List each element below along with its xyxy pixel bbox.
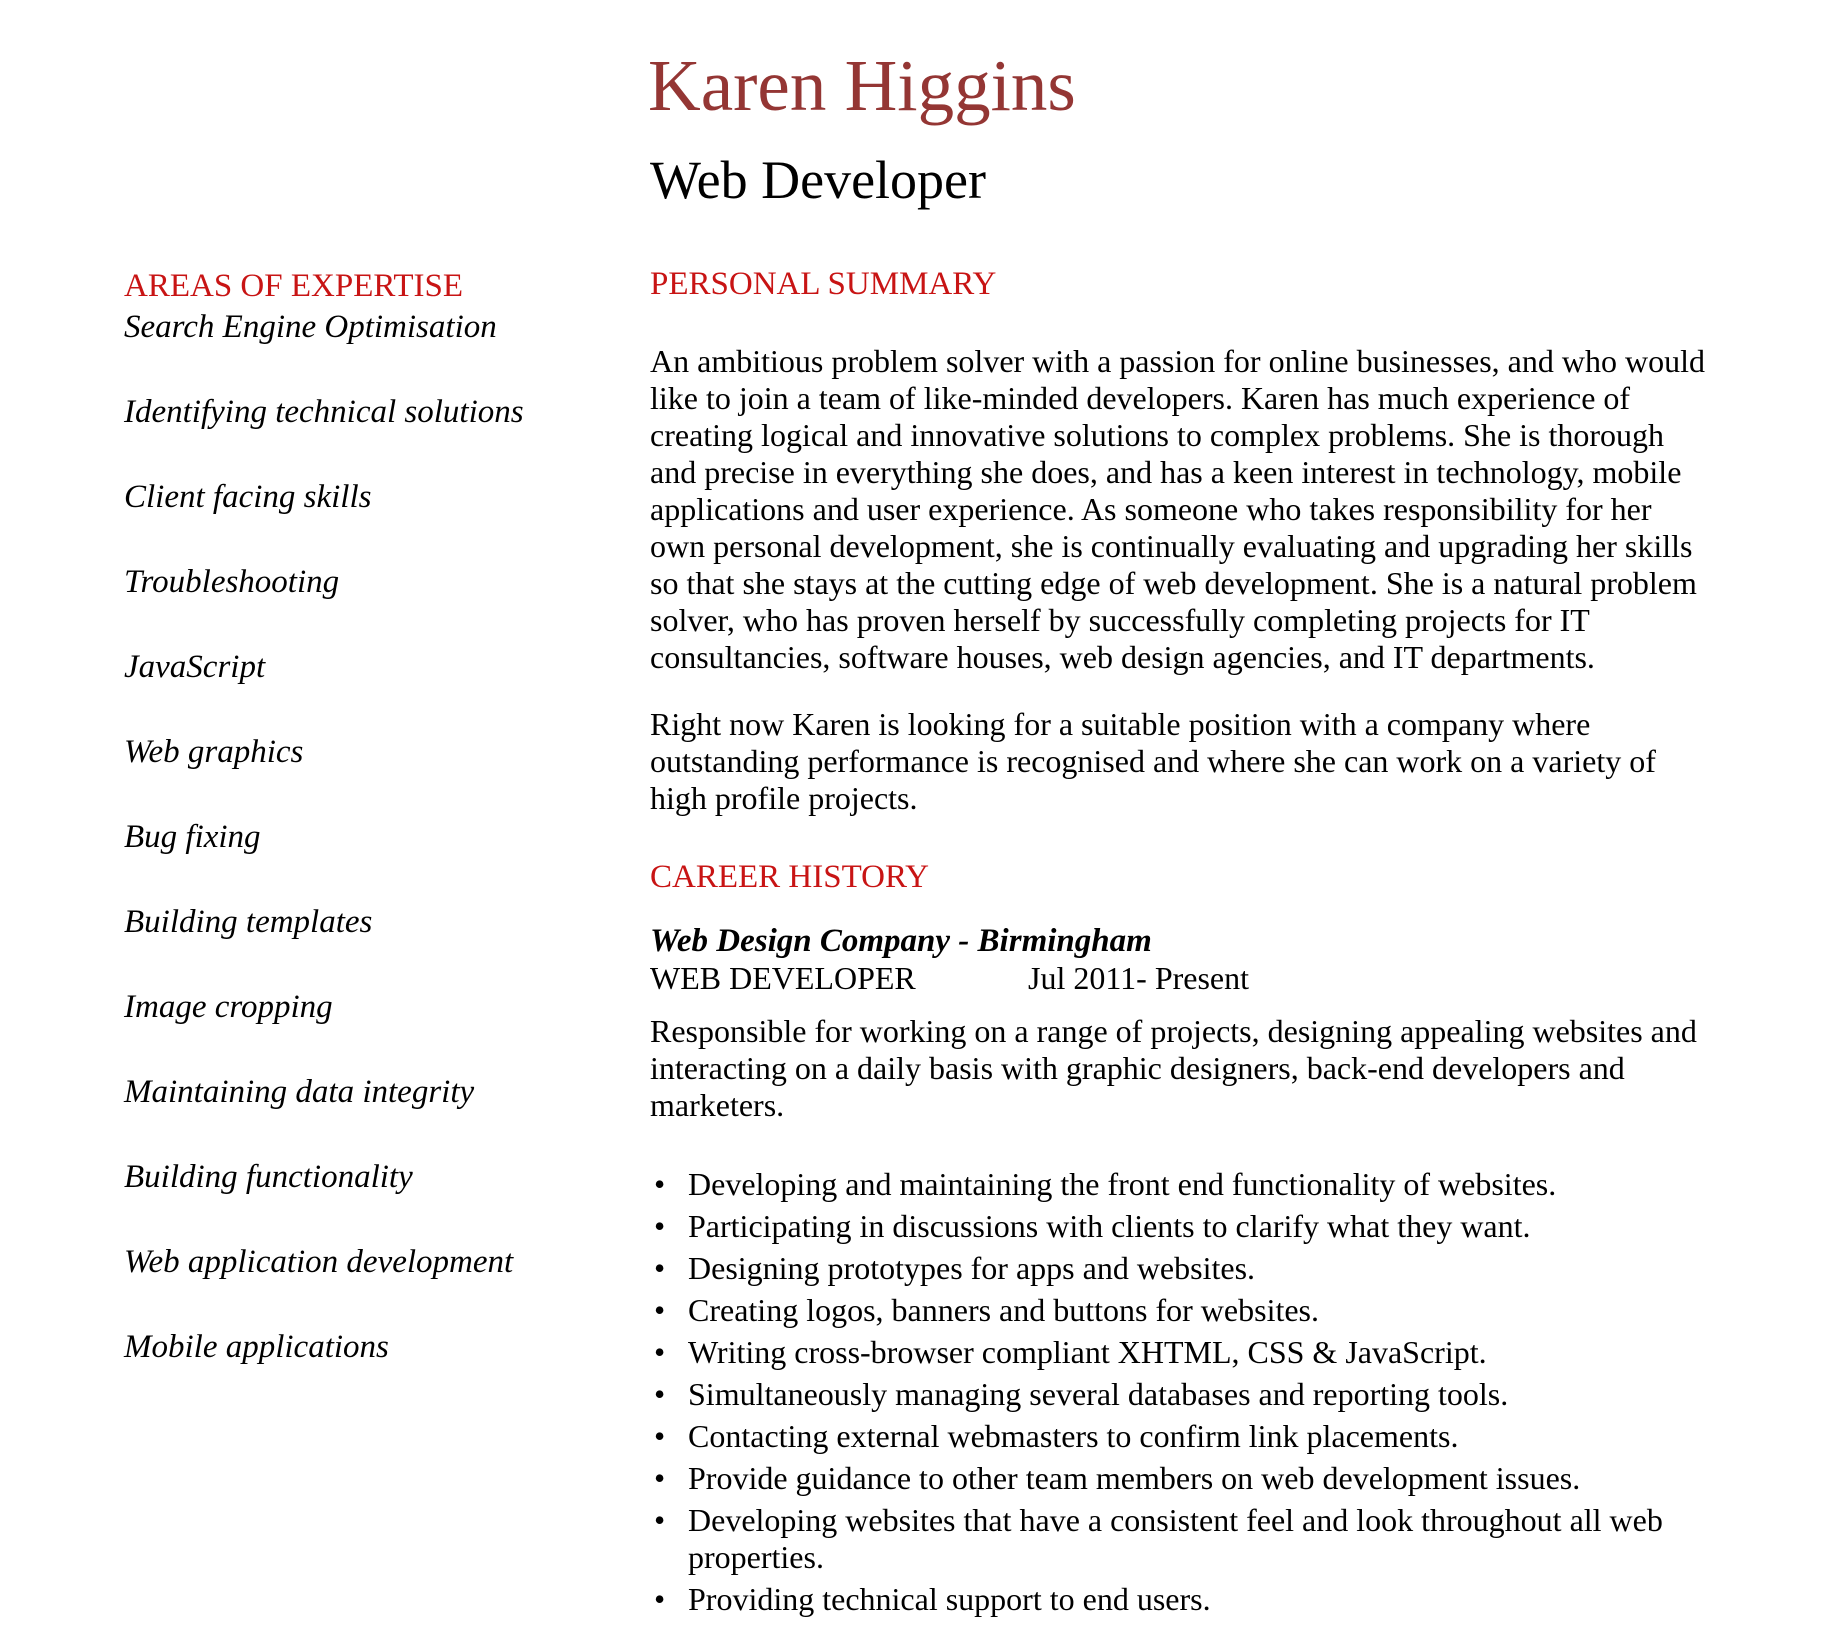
job-summary: Responsible for working on a range of projects, designing appealing websites and interacting on a daily basis with graphic designers, back-end developers and marketers. xyxy=(650,1013,1697,1123)
duty-item: • Participating in discussions with clients to clarify what they want. xyxy=(650,1208,1712,1245)
skill-item: Image cropping xyxy=(124,989,333,1025)
duty-item: • Developing websites that have a consistent feel and look throughout all web properties. xyxy=(650,1502,1712,1576)
skill-item: Mobile applications xyxy=(124,1329,389,1365)
expertise-sidebar xyxy=(124,266,529,1411)
job-title: WEB DEVELOPER xyxy=(650,960,916,996)
skill-item: Client facing skills xyxy=(124,479,372,515)
skill-item: Web application development xyxy=(124,1244,514,1280)
skills-list xyxy=(124,306,529,1369)
skill-item: Building functionality xyxy=(124,1159,413,1195)
skill-item: Web graphics xyxy=(124,734,304,770)
skill-item: Troubleshooting xyxy=(124,564,340,600)
summary-paragraph-1: An ambitious problem solver with a passion for online businesses, and who would like to join a team of like-minded developers. Karen has much experience of creating logical and innovative solutions to complex problems. She is thorough and precise in everything she does, and has a keen interest in technology, mobile applications and user experience. As someone who takes responsibility for her own personal development, she is continually evaluating and upgrading her skills so that she stays at the cutting edge of web development. She is a natural problem solver, who has proven herself by successfully completing projects for IT consultancies, software houses, web design agencies, and IT departments. xyxy=(650,343,1705,675)
duty-item: • Writing cross-browser compliant XHTML, CSS & JavaScript. xyxy=(650,1334,1712,1371)
skill-item: JavaScript xyxy=(124,649,266,685)
skill-item: Maintaining data integrity xyxy=(124,1074,475,1110)
job-dates: Jul 2011- Present xyxy=(1028,960,1250,996)
duty-item: • Designing prototypes for apps and websites. xyxy=(650,1250,1712,1287)
duties-list xyxy=(650,1166,1712,1618)
sidebar-heading-areas-of-expertise: AREAS OF EXPERTISE xyxy=(124,268,464,304)
section-heading-career-history: CAREER HISTORY xyxy=(650,859,930,895)
skill-item: Bug fixing xyxy=(124,819,261,855)
duty-item: • Contacting external webmasters to confirm link placements. xyxy=(650,1418,1712,1455)
section-heading-personal-summary: PERSONAL SUMMARY xyxy=(650,266,997,302)
duty-item: • Providing technical support to end users. xyxy=(650,1581,1712,1618)
skill-item: Search Engine Optimisation xyxy=(124,309,497,345)
job-title-line xyxy=(650,960,1712,997)
duty-item: • Simultaneously managing several databases and reporting tools. xyxy=(650,1376,1712,1413)
job-company: Web Design Company - Birmingham xyxy=(650,923,1152,959)
skill-item: Building templates xyxy=(124,904,373,940)
summary-paragraph-2: Right now Karen is looking for a suitable position with a company where outstanding performance is recognised and where she can work on a variety of high profile projects. xyxy=(650,706,1656,816)
duty-item: • Developing and maintaining the front end functionality of websites. xyxy=(650,1166,1712,1203)
name-title: Karen Higgins xyxy=(648,45,1076,126)
skill-item: Identifying technical solutions xyxy=(124,394,524,430)
duty-item: • Provide guidance to other team members on web development issues. xyxy=(650,1460,1712,1497)
role-subtitle: Web Developer xyxy=(650,150,986,210)
main-column xyxy=(650,264,1712,1623)
duty-item: • Creating logos, banners and buttons for websites. xyxy=(650,1292,1712,1329)
